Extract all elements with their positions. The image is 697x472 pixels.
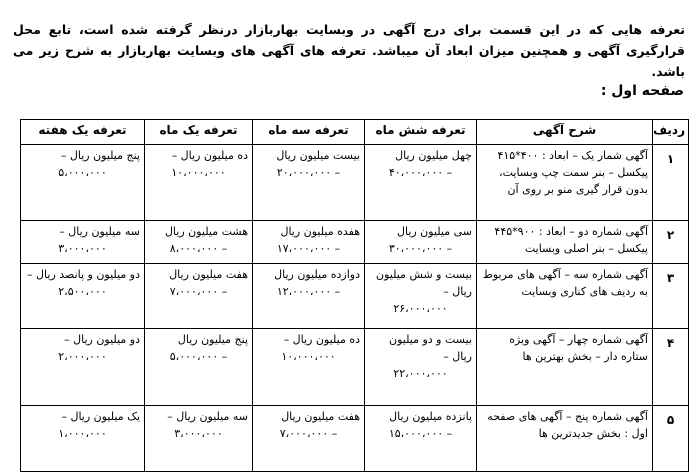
- ad-description: آگهی شماره چهار – آگهی ویژه ستاره دار – بخش بهترین ها: [477, 329, 653, 406]
- three-month-amount: ۱۰،۰۰۰،۰۰۰: [281, 350, 336, 363]
- six-month-rate: [365, 329, 477, 406]
- three-month-amount: – ۷،۰۰۰،۰۰۰: [279, 427, 338, 440]
- six-month-amount: – ۴۰،۰۰۰،۰۰۰: [388, 166, 453, 179]
- ad-description: آگهی شماره سه – آگهی های مربوط به ردیف های کناری وبسایت: [477, 264, 653, 329]
- one-month-amount: ۳،۰۰۰،۰۰۰: [174, 427, 223, 440]
- three-month-words: هفده میلیون ریال: [280, 225, 360, 238]
- three-month-rate: [253, 221, 365, 264]
- six-month-rate: [365, 221, 477, 264]
- header-three-month: تعرفه سه ماه: [253, 120, 365, 145]
- table-row: [21, 264, 689, 329]
- three-month-amount: – ۱۲،۰۰۰،۰۰۰: [276, 285, 341, 298]
- one-month-words: پنج میلیون ریال: [177, 333, 248, 346]
- row-number: ۱: [653, 145, 689, 221]
- one-month-rate: [145, 221, 253, 264]
- three-month-rate: [253, 264, 365, 329]
- one-month-amount: ۱۰،۰۰۰،۰۰۰: [171, 166, 226, 179]
- table-row: [21, 221, 689, 264]
- six-month-rate: [365, 264, 477, 329]
- row-number: ۲: [653, 221, 689, 264]
- ad-description: آگهی شماره پنج – آگهی های صفحه اول : بخش جدیدترین ها: [477, 406, 653, 472]
- table-row: [21, 329, 689, 406]
- intro-paragraph: تعرفه هایی که در این قسمت برای درج آگهی در وبسایت بهاربازار درنظر گرفته شده است، تابع محل قرارگیری آگهی و همچنین میزان ابعاد آن میباشد. تعرفه های آگهی های وبسایت بهاربازار به شرح زیر می باشد.: [13, 21, 685, 79]
- header-six-month: تعرفه شش ماه: [365, 120, 477, 145]
- one-week-rate: [21, 221, 145, 264]
- three-month-amount: – ۱۷،۰۰۰،۰۰۰: [276, 242, 341, 255]
- one-week-rate: [21, 264, 145, 329]
- six-month-words: چهل میلیون ریال: [395, 149, 472, 162]
- one-month-words: هشت میلیون ریال: [164, 225, 248, 238]
- one-month-rate: [145, 329, 253, 406]
- header-description: شرح آگهی: [477, 120, 653, 145]
- six-month-rate: [365, 406, 477, 472]
- header-row-no: ردیف: [653, 120, 689, 145]
- one-month-words: ده میلیون ریال –: [171, 149, 248, 162]
- header-one-week: تعرفه یک هفته: [21, 120, 145, 145]
- ad-description: آگهی شمار یک – ابعاد : ۴۰۰*۴۱۵ پیکسل – بنر سمت چپ وبسایت، بدون قرار گیری منو بر روی آن: [477, 145, 653, 221]
- three-month-rate: [253, 406, 365, 472]
- one-month-amount: – ۸،۰۰۰،۰۰۰: [169, 242, 228, 255]
- one-month-words: هفت میلیون ریال: [169, 268, 248, 281]
- one-week-rate: [21, 329, 145, 406]
- ad-rates-table: [20, 119, 689, 472]
- six-month-amount: ۲۶،۰۰۰،۰۰۰: [393, 302, 448, 315]
- section-title: صفحه اول :: [600, 83, 684, 99]
- one-month-words: سه میلیون ریال –: [167, 410, 248, 423]
- table-row: [21, 145, 689, 221]
- six-month-words: سی میلیون ریال: [396, 225, 472, 238]
- row-number: ۳: [653, 264, 689, 329]
- one-month-amount: – ۵،۰۰۰،۰۰۰: [169, 350, 228, 363]
- three-month-rate: [253, 145, 365, 221]
- one-week-words: دو میلیون ریال –: [64, 333, 140, 346]
- one-week-words: پنج میلیون ریال –: [60, 149, 140, 162]
- six-month-words: بیست و دو میلیون ریال –: [389, 333, 472, 363]
- row-number: ۵: [653, 406, 689, 472]
- table-row: [21, 406, 689, 472]
- one-week-rate: [21, 145, 145, 221]
- table-header-row: [21, 120, 689, 145]
- header-one-month: تعرفه یک ماه: [145, 120, 253, 145]
- three-month-words: هفت میلیون ریال: [281, 410, 360, 423]
- one-week-words: دو میلیون و پانصد ریال –: [27, 268, 140, 281]
- ad-description: آگهی شماره دو – ابعاد : ۹۰۰*۴۴۵ پیکسل – بنر اصلی وبسایت: [477, 221, 653, 264]
- one-week-rate: [21, 406, 145, 472]
- one-week-amount: ۲،۰۰۰،۰۰۰: [58, 350, 107, 363]
- one-month-amount: – ۷،۰۰۰،۰۰۰: [169, 285, 228, 298]
- six-month-rate: [365, 145, 477, 221]
- six-month-amount: – ۳۰،۰۰۰،۰۰۰: [388, 242, 453, 255]
- one-month-rate: [145, 264, 253, 329]
- one-month-rate: [145, 406, 253, 472]
- row-number: ۴: [653, 329, 689, 406]
- three-month-words: بیست میلیون ریال: [276, 149, 360, 162]
- one-week-amount: ۱،۰۰۰،۰۰۰: [58, 427, 107, 440]
- one-week-amount: ۲،۵۰۰،۰۰۰: [58, 285, 107, 298]
- three-month-rate: [253, 329, 365, 406]
- three-month-amount: – ۲۰،۰۰۰،۰۰۰: [276, 166, 341, 179]
- six-month-words: بیست و شش میلیون ریال –: [376, 268, 472, 298]
- one-week-amount: ۵،۰۰۰،۰۰۰: [58, 166, 107, 179]
- six-month-amount: – ۱۵،۰۰۰،۰۰۰: [388, 427, 453, 440]
- one-month-rate: [145, 145, 253, 221]
- three-month-words: دوازده میلیون ریال: [274, 268, 360, 281]
- six-month-words: پانزده میلیون ریال: [389, 410, 472, 423]
- one-week-words: سه میلیون ریال –: [59, 225, 140, 238]
- one-week-words: یک میلیون ریال –: [61, 410, 140, 423]
- three-month-words: ده میلیون ریال –: [283, 333, 360, 346]
- six-month-amount: ۲۲،۰۰۰،۰۰۰: [393, 367, 448, 380]
- one-week-amount: ۳،۰۰۰،۰۰۰: [58, 242, 107, 255]
